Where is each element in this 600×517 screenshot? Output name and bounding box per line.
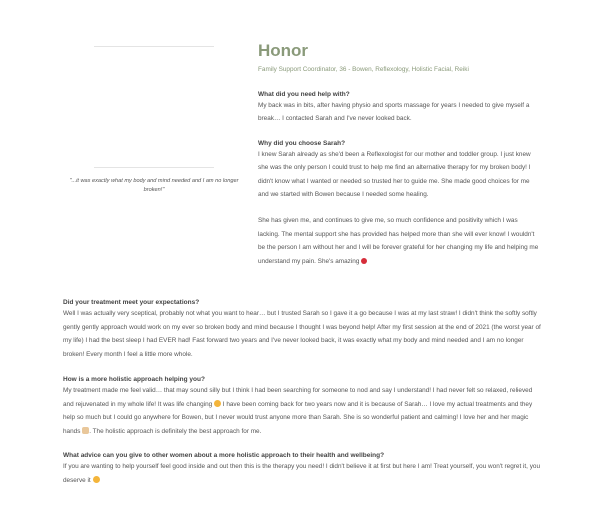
qa-block	[63, 375, 541, 438]
answer-text: I have been coming back for two years now and it is because of Sarah… I love my actual treatments and they help so much but I could go anywhere for Bowen, but I never would trust anyone more than Sarah. She is so wonderful patient and calming! I love her and her magic hands	[63, 400, 533, 435]
answer-paragraph	[258, 214, 540, 268]
smiling-face-icon	[214, 400, 221, 407]
question: How is a more holistic approach helping you?	[63, 376, 205, 383]
answer-text: If you are wanting to help yourself feel good inside and out then this is the therapy you need! I didn't believe it at first but here I am! Treat yourself, you won't regret it, you deserve it	[63, 463, 541, 484]
client-role: Family Support Coordinator, 36 - Bowen, Reflexology, Holistic Facial, Reiki	[258, 66, 469, 73]
answer: My back was in bits, after having physio and sports massage for years I needed to give myself a break… I contacted Sarah and I've never looked back.	[258, 102, 530, 123]
answer-text: . The holistic approach is definitely the best approach for me.	[89, 427, 262, 435]
profile-photo-placeholder	[94, 46, 214, 168]
question: Why did you choose Sarah?	[258, 139, 346, 147]
answer: Well I was actually very sceptical, probably not what you want to hear… but I trusted Sarah so I gave it a go because I was at my last straw! I didn't think the softly softly gently gently approach would work on my ever so broken body and mind because I thought I was beyond help! After my first session at the end of 2021 (the worst year of my life) I had the best sleep I had EVER had! Fast forward two years and I've never looked back, it was exactly what my body and mind needed and I am no longer broken! Every month I feel a little more whole.	[63, 310, 541, 358]
photo-caption: "...it was exactly what my body and mind needed and I am no longer broken!"	[69, 178, 239, 193]
answer: I knew Sarah already as she'd been a Reflexologist for our mother and toddler group. I just knew she was the only person I could trust to help me find an alternative therapy for my broken body! I didn't know what I wanted or needed so trusted her to guide me. She made good choices for me and we started with Bowen because I needed some healing.	[258, 150, 531, 199]
smiling-face-icon	[93, 476, 100, 483]
answer-text: She has given me, and continues to give me, so much confidence and positivity which I was lacking. The mental support she has provided has helped more than she will ever know! I wouldn't be the person I am without her and I will be forever grateful for her changing my life and helping me understand my pain. She's amazing	[258, 217, 539, 265]
red-heart-icon	[361, 258, 367, 264]
question: What did you need help with?	[258, 91, 350, 98]
qa-block	[63, 451, 541, 487]
client-name: Honor	[258, 41, 309, 60]
answer	[63, 384, 541, 438]
question: Did your treatment meet your expectations?	[63, 299, 200, 306]
testimonial-header	[258, 40, 540, 268]
answer-text: My treatment made me feel valid… that may sound silly but I think I had been searching for someone to nod and say I understand! I had never felt so relaxed, relieved and rejuvenated in my whole life! It was life changing	[63, 387, 533, 408]
qa-block	[63, 298, 541, 361]
answer	[63, 460, 541, 487]
answer-continued	[258, 214, 540, 268]
question: What advice can you give to other women about a more holistic approach to their health and wellbeing?	[63, 452, 385, 459]
qa-block	[258, 139, 540, 202]
qa-block	[258, 90, 540, 126]
